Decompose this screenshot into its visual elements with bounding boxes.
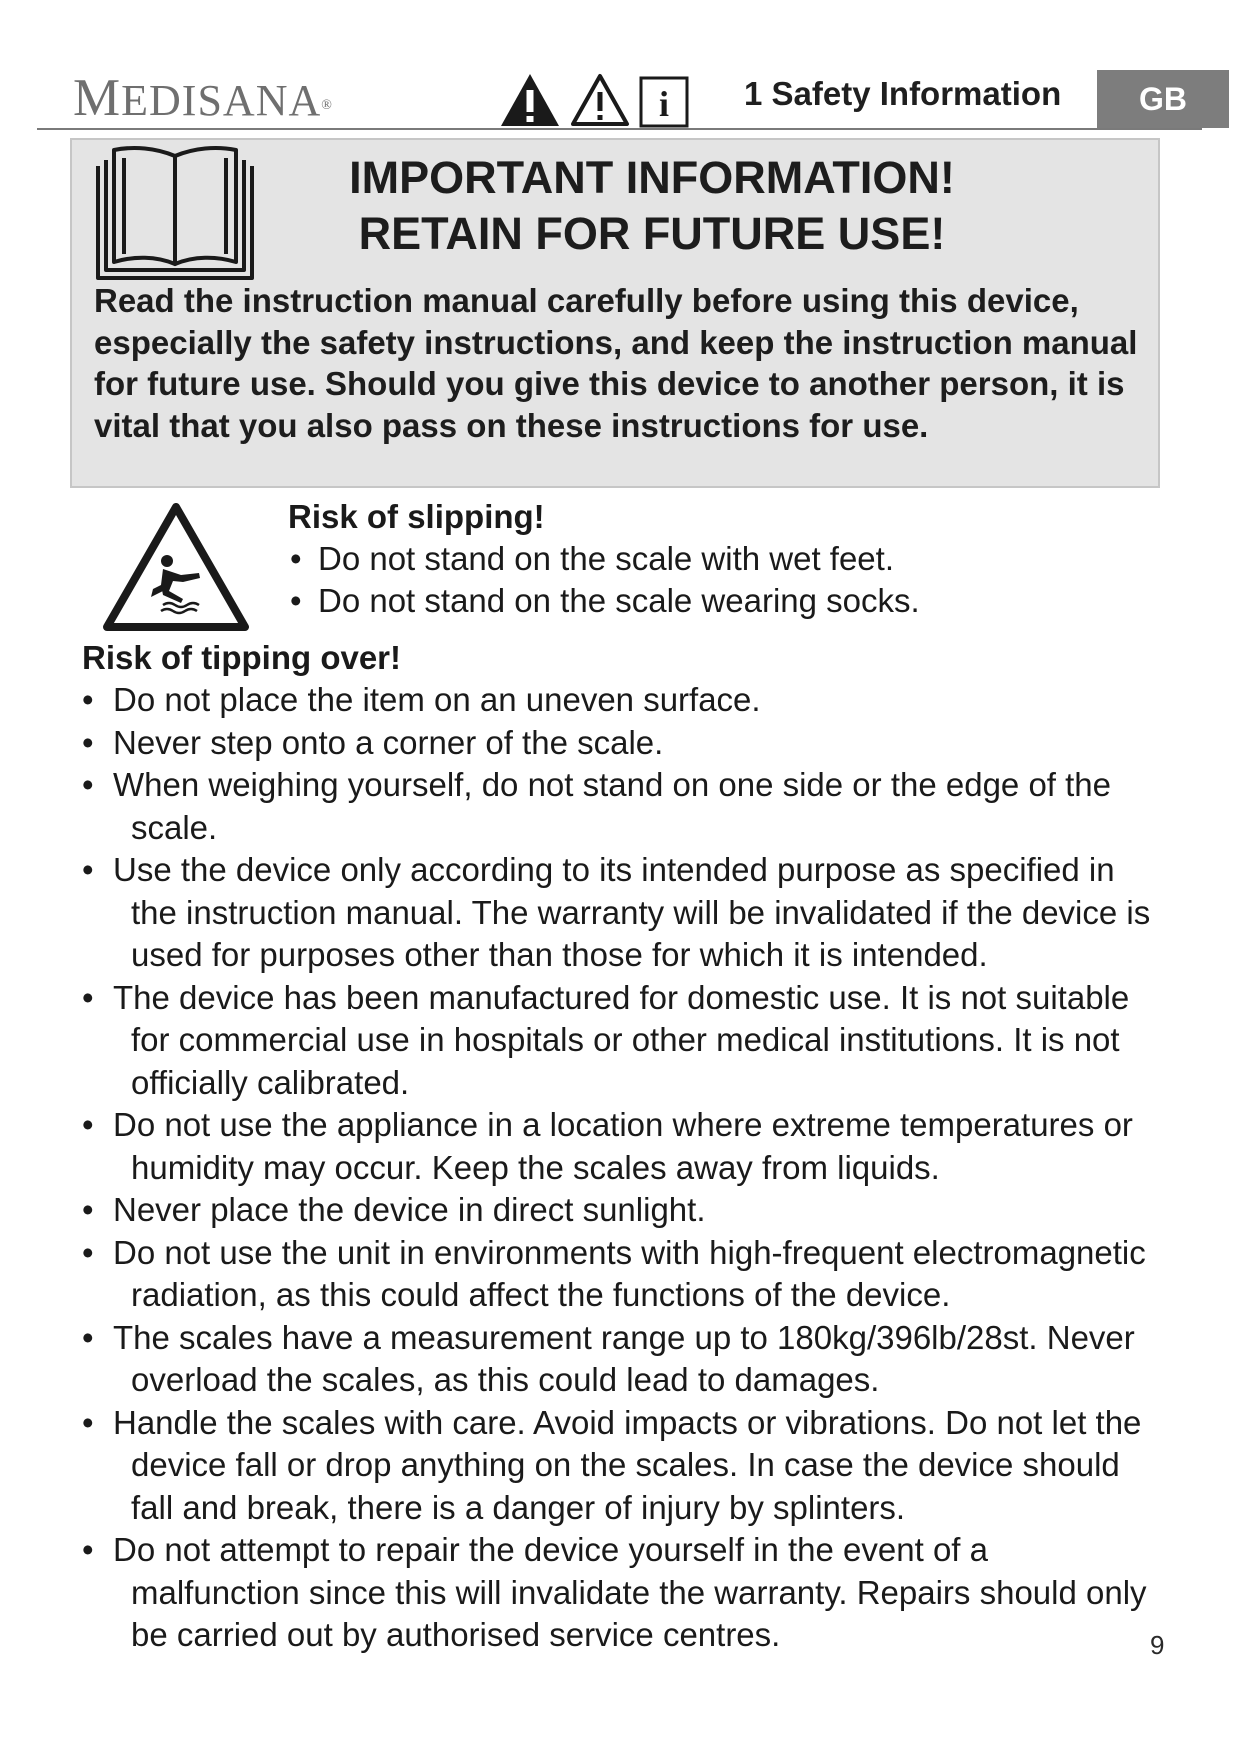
list-item: • Do not attempt to repair the device yourself in the event of a malfunction since this will invalidate the warranty. Repairs should only be carried out by authorised service centres. [82, 1529, 1162, 1657]
risk-of-slipping-section [288, 496, 1188, 622]
page-header [37, 66, 1202, 130]
svg-text:i: i [658, 84, 670, 124]
important-information-box [70, 138, 1160, 488]
list-item: • The device has been manufactured for domestic use. It is not suitable for commercial use in hospitals or other medical institutions. It is not officially calibrated. [82, 977, 1162, 1105]
important-body: Read the instruction manual carefully before using this device, especially the safety instructions, and keep the instruction manual for future use. Should you give this device to another person, it is vital that you also pass on these instructions for use. [94, 282, 1138, 444]
list-item: • When weighing yourself, do not stand on one side or the edge of the scale. [82, 764, 1162, 849]
language-badge: GB [1097, 70, 1229, 128]
list-item: • Do not stand on the scale wearing socks. [288, 580, 1188, 622]
list-item: • Use the device only according to its intended purpose as specified in the instruction manual. The warranty will be invalidated if the device is used for purposes other than those for which it is intended. [82, 849, 1162, 977]
list-item: • The scales have a measurement range up to 180kg/396lb/28st. Never overload the scales, as this could lead to damages. [82, 1317, 1162, 1402]
list-item: • Do not use the appliance in a location where extreme temperatures or humidity may occur. Keep the scales away from liquids. [82, 1104, 1162, 1189]
warning-outline-icon [569, 72, 631, 128]
book-icon [94, 144, 256, 284]
risk-of-tipping-section [82, 637, 1162, 1657]
warning-filled-icon [499, 72, 561, 128]
page-number: 9 [1150, 1630, 1165, 1660]
list-item: • Do not use the unit in environments with high-frequent electromagnetic radiation, as this could affect the functions of the device. [82, 1232, 1162, 1317]
tipping-title: Risk of tipping over! [82, 639, 402, 676]
header-icons [499, 66, 689, 128]
slipping-title: Risk of slipping! [288, 498, 545, 535]
list-item: • Do not place the item on an uneven surface. [82, 679, 1162, 722]
section-title: 1 Safety Information [744, 75, 1062, 112]
info-icon [639, 76, 689, 128]
list-item: • Handle the scales with care. Avoid impacts or vibrations. Do not let the device fall or drop anything on the scales. In case the device should fall and break, there is a danger of injury by splinters. [82, 1402, 1162, 1530]
slippery-floor-warning-icon [103, 503, 249, 631]
list-item: • Do not stand on the scale with wet feet. [288, 538, 1188, 580]
list-item: • Never place the device in direct sunlight. [82, 1189, 1162, 1232]
list-item: • Never step onto a corner of the scale. [82, 722, 1162, 765]
important-title: IMPORTANT INFORMATION! RETAIN FOR FUTURE USE! [349, 152, 955, 259]
brand-logo: MEDISANA® [73, 69, 333, 127]
tipping-list [82, 679, 1162, 1657]
